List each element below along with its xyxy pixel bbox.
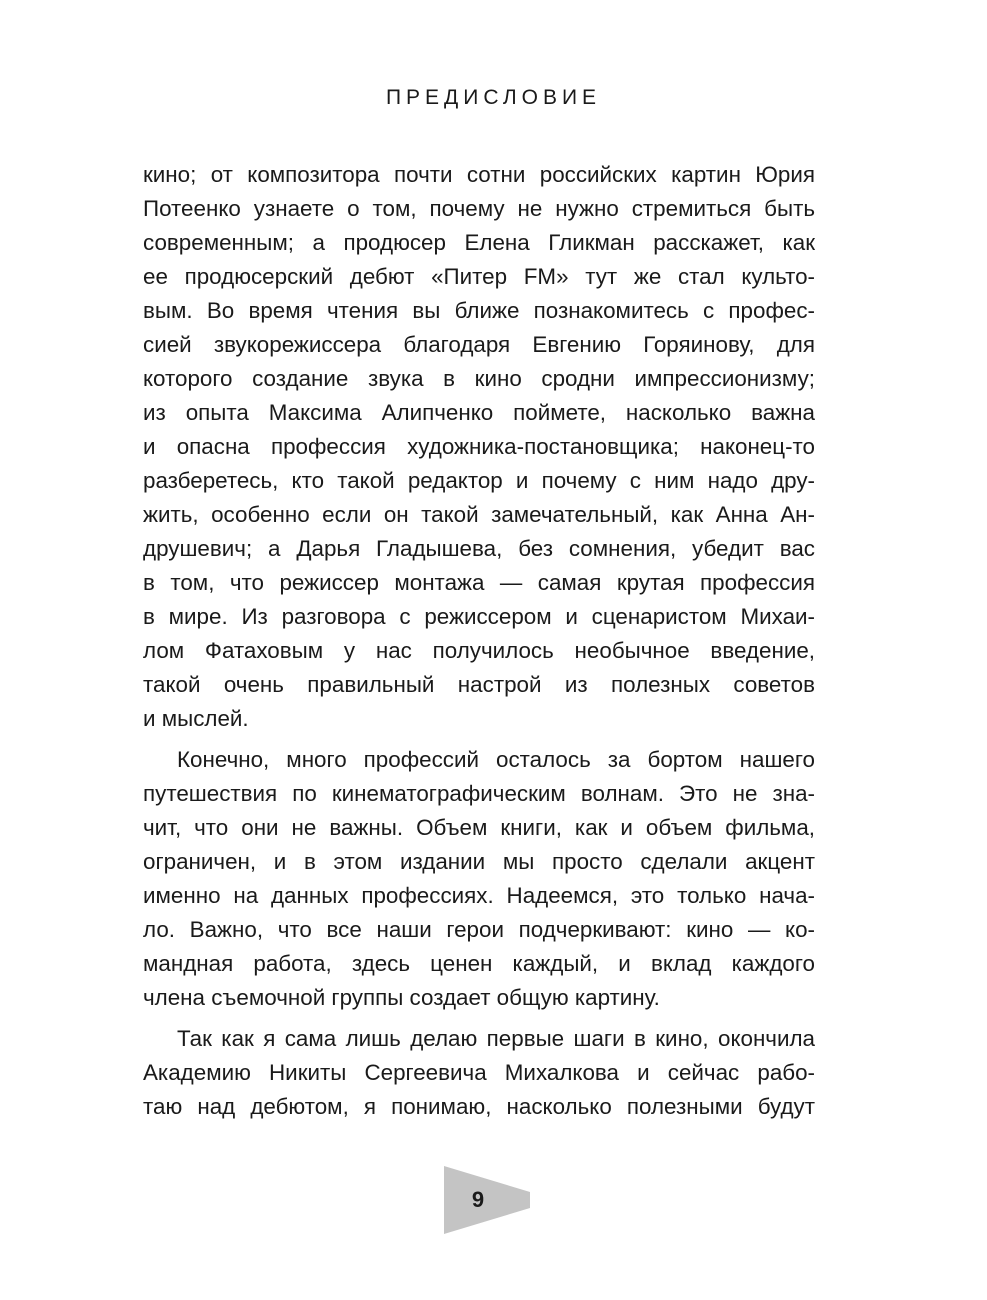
text-line: ее продюсерский дебют «Питер FM» тут же стал культо- xyxy=(143,264,815,289)
text-line: ограничен, и в этом издании мы просто сделали акцент xyxy=(143,849,815,874)
paragraph xyxy=(143,158,815,736)
paragraph xyxy=(143,1022,815,1124)
text-line: вым. Во время чтения вы ближе познакомитесь с профес- xyxy=(143,298,815,323)
text-line: в мире. Из разговора с режиссером и сценаристом Михаи- xyxy=(143,604,815,629)
text-line: сией звукорежиссера благодаря Евгению Горяинову, для xyxy=(143,332,815,357)
text-line: Академию Никиты Сергеевича Михалкова и сейчас рабо- xyxy=(143,1060,815,1085)
text-line: в том, что режиссер монтажа — самая крутая профессия xyxy=(143,570,815,595)
text-line: друшевич; а Дарья Гладышева, без сомнения, убедит вас xyxy=(143,536,815,561)
text-line: разберетесь, кто такой редактор и почему с ним надо дру- xyxy=(143,468,815,493)
text-line: и мыслей. xyxy=(143,706,249,731)
running-head: ПРЕДИСЛОВИЕ xyxy=(385,86,602,109)
text-line: из опыта Максима Алипченко поймете, насколько важна xyxy=(143,400,815,425)
text-line: именно на данных профессиях. Надеемся, это только нача- xyxy=(143,883,815,908)
paragraph xyxy=(143,743,815,1015)
text-line: таю над дебютом, я понимаю, насколько полезными будут xyxy=(143,1094,815,1119)
text-line: мандная работа, здесь ценен каждый, и вклад каждого xyxy=(143,951,815,976)
text-line: современным; а продюсер Елена Гликман расскажет, как xyxy=(143,230,815,255)
page-number-badge xyxy=(444,1166,530,1234)
text-line: жить, особенно если он такой замечательный, как Анна Ан- xyxy=(143,502,815,527)
text-line: чит, что они не важны. Объем книги, как и объем фильма, xyxy=(143,815,815,840)
text-line: такой очень правильный настрой из полезных советов xyxy=(143,672,815,697)
text-line: члена съемочной группы создает общую картину. xyxy=(143,985,660,1010)
text-line: Потеенко узнаете о том, почему не нужно стремиться быть xyxy=(143,196,815,221)
text-line: Так как я сама лишь делаю первые шаги в кино, окончила xyxy=(177,1026,815,1051)
page-number: 9 xyxy=(471,1187,485,1212)
text-line: и опасна профессия художника-постановщика; наконец-то xyxy=(143,434,815,459)
paragraph-gap xyxy=(143,736,815,743)
text-line: лом Фатаховым у нас получилось необычное введение, xyxy=(143,638,815,663)
text-line: путешествия по кинематографическим волнам. Это не зна- xyxy=(143,781,815,806)
text-line: Конечно, много профессий осталось за бортом нашего xyxy=(177,747,815,772)
text-line: ло. Важно, что все наши герои подчеркивают: кино — ко- xyxy=(143,917,815,942)
paragraph-gap xyxy=(143,1015,815,1022)
text-line: кино; от композитора почти сотни российских картин Юрия xyxy=(143,162,815,187)
text-line: которого создание звука в кино сродни импрессионизму; xyxy=(143,366,815,391)
body-text xyxy=(143,158,815,1124)
